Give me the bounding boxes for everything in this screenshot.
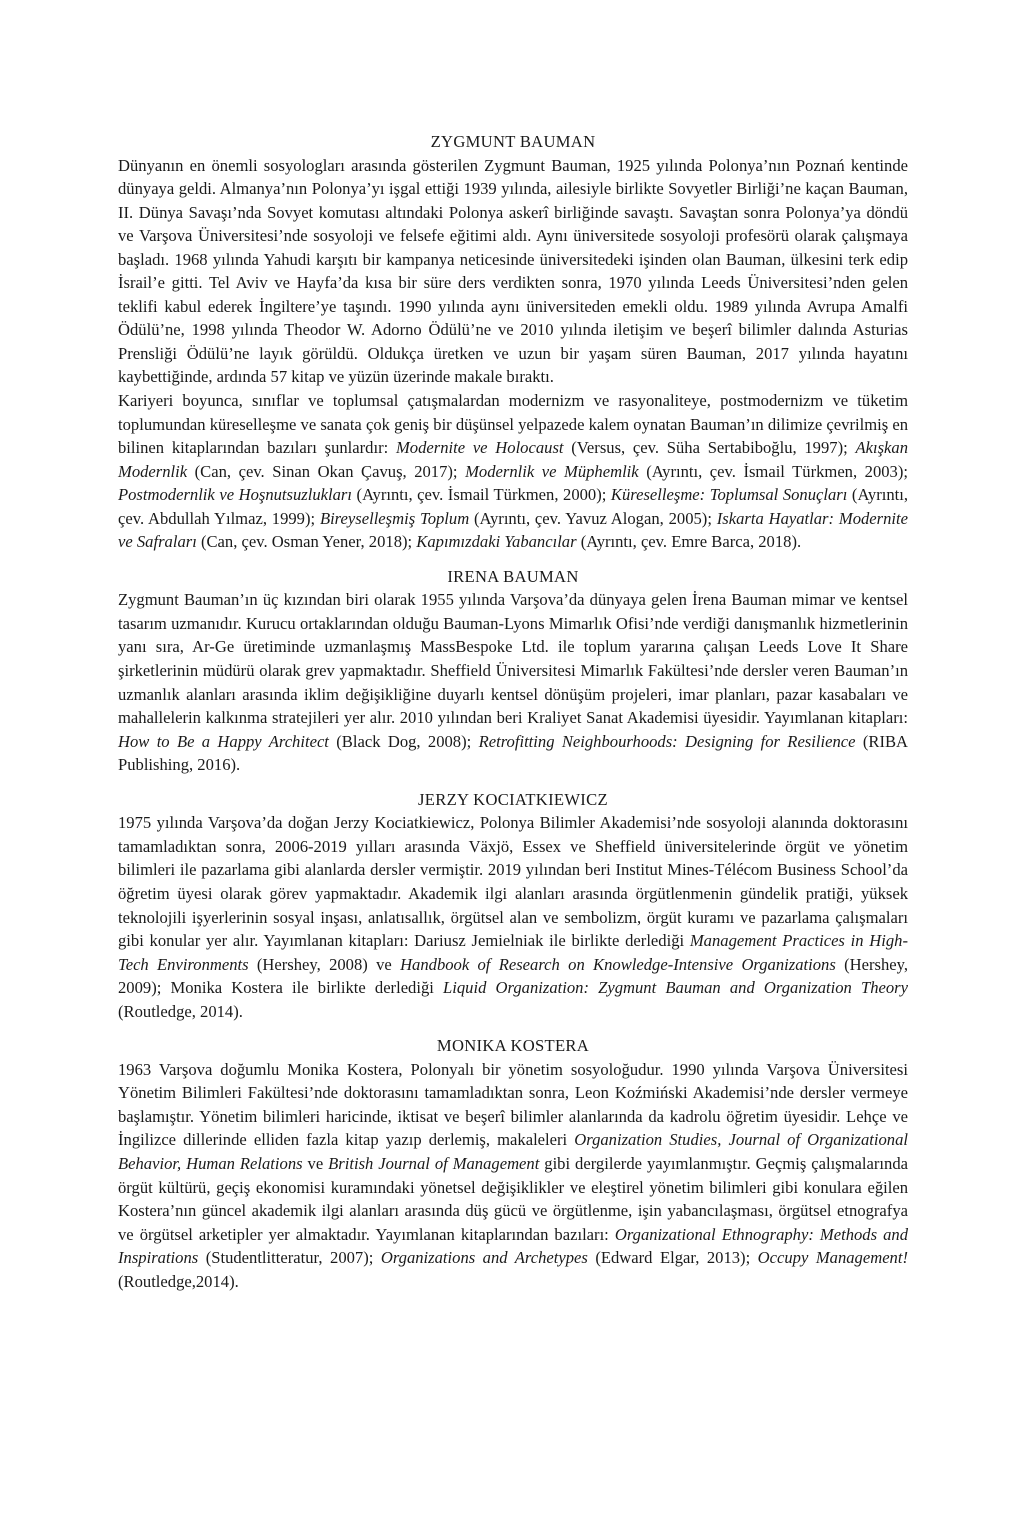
book-title: Occupy Management! [757,1248,908,1268]
book-title: Retrofitting Neighbourhoods: Designing for Resilience [478,731,856,751]
author-name-heading: ZYGMUNT BAUMAN [430,132,596,151]
bio-paragraph [118,811,908,1023]
book-title: Management Practices in High-Tech Environments [118,931,908,974]
bio-paragraph [118,1058,908,1293]
text-run: Zygmunt Bauman’ın üç kızından biri olarak 1955 yılında Varşova’da dünyaya gelen İrena Bauman mimar ve kentsel tasarım uzmanıdır. Kurucu ortaklarından olduğu Bauman-Lyons Mimarlık Ofisi’nde verdiği danışmanlık hizmetlerinin yanı sıra, Ar-Ge üretiminde uzmanlaşmış MassBespoke Ltd. ile toplum yararına çalışan Leeds Love It Share şirketlerinin müdürü olarak grev yapmaktadır. Sheffield Üniversitesi Mimarlık Fakültesi’nde dersler veren Bauman’ın uzmanlık alanları arasında iklim değişikliğine duyarlı kentsel dönüşüm projeleri, imar planları, pazar kasabaları ve mahallelerin kalkınma stratejileri yer alır. 2010 yılından beri Kraliyet Sanat Akademisi üyesidir. Yayımlanan kitapları: [118,590,908,728]
text-run: gibi dergilerde yayımlanmıştır. Geçmiş çalışmalarında örgüt kültürü, geçiş ekonomisi kuramındaki yönetsel değişiklikler ve eleştirel yönetim bilimleri gibi konulara eğilen Kostera’nın güncel akademik ilgi alanları arasında düş gücü ve örgütlenme, işin yabancılaşması, örgütsel etnografya ve örgütsel arketipler yer almaktadır. Yayımlanan kitaplarından bazıları: [118,1153,908,1244]
bio-section [118,565,908,777]
text-run: (Ayrıntı, çev. İsmail Türkmen, 2003); [638,461,908,481]
book-title: Iskarta Hayatlar: Modernite ve Safraları [118,508,908,552]
author-name-heading: IRENA BAUMAN [447,566,579,586]
author-name-heading: MONIKA KOSTERA [436,1036,590,1056]
book-title: Modernite ve Holocaust [395,438,564,458]
bio-paragraph [118,588,908,776]
text-run: (Black Dog, 2008); [328,731,479,751]
bio-section [118,788,908,1023]
text-run: (Routledge,2014). [118,1271,239,1291]
text-run: (Can, çev. Osman Yener, 2018); [196,532,417,552]
bio-section [118,1034,908,1293]
text-run: Dünyanın en önemli sosyologları arasında gösterilen Zygmunt Bauman, 1925 yılında Polonya’nın Poznań kentinde dünyaya geldi. Almanya’nın Polonya’yı işgal ettiği 1939 yılında, ailesiyle birlikte Sovyetler Birliği’ne kaçan Bauman, II. Dünya Savaşı’nda Sovyet komutası altındaki Polonya askerî birliğinde savaştı. Savaştan sonra Polonya’ya döndü ve Varşova Üniversitesi’nde sosyoloji ve felsefe eğitimi aldı. Aynı üniversitede sosyoloji profesörü olarak çalışmaya başladı. 1968 yılında Yahudi karşıtı bir kampanya neticesinde üniversitedeki işinden olan Bauman, ülkesini terk edip İsrail’e gitti. Tel Aviv ve Hayfa’da kısa bir süre ders verdikten sonra, 1970 yılında Leeds Üniversitesi’nden gelen teklifi kabul ederek İngiltere’ye taşındı. 1990 yılında aynı üniversiteden emekli oldu. 1989 yılında Avrupa Amalfi Ödülü’ne, 1998 yılında Theodor W. Adorno Ödülü’ne ve 2010 yılında iletişim ve beşerî bilimler dalında Asturias Prensliği Ödülü’ne layık görüldü. Oldukça üretken ve uzun bir yaşam süren Bauman, 2017 yılında hayatını kaybettiğinde, ardında 57 kitap ve yüzün üzerinde makale bıraktı. [118,155,908,387]
bio-section [118,130,908,554]
bio-paragraph [118,154,908,389]
text-run: ve [302,1153,329,1173]
book-title: Handbook of Research on Knowledge-Intensive Organizations [400,954,836,974]
text-run: (Edward Elgar, 2013); [587,1248,758,1268]
book-title: British Journal of Management [328,1153,540,1173]
text-run: (RIBA Publishing, 2016). [118,731,909,775]
text-run: (Hershey, 2008) ve [248,954,401,974]
text-run: (Versus, çev. Süha Sertabiboğlu, 1997); [563,438,856,458]
book-title: Akışkan Modernlik [118,438,908,481]
bio-paragraph [118,389,908,554]
book-title: Organization Studies, Journal of Organizational Behavior, Human Relations [118,1130,908,1173]
text-run: (Studentlitteratur, 2007); [198,1248,381,1268]
book-title: Organizational Ethnography: Methods and Inspirations [118,1224,908,1268]
book-title: Küreselleşme: Toplumsal Sonuçları [610,485,848,505]
text-run: (Ayrıntı, çev. Emre Barca, 2018). [576,532,802,552]
text-run: (Ayrıntı, çev. Abdullah Yılmaz, 1999); [118,485,908,528]
text-run: (Routledge, 2014). [118,1001,243,1021]
author-bios [118,130,908,1293]
text-run: (Can, çev. Sinan Okan Çavuş, 2017); [187,461,466,481]
text-run: Kariyeri boyunca, sınıflar ve toplumsal çatışmalardan modernizm ve rasyonaliteye, postmodernizm ve tüketim toplumundan küreselleşme ve sanata çok geniş bir düşünsel yelpazede kalem oynatan Bauman’ın dilimize çevrilmiş en bilinen kitaplarından bazıları şunlardır: [118,391,908,458]
book-title: Bireyselleşmiş Toplum [319,508,470,528]
text-run: (Ayrıntı, çev. İsmail Türkmen, 2000); [352,485,611,505]
text-run: 1963 Varşova doğumlu Monika Kostera, Polonyalı bir yönetim sosyoloğudur. 1990 yılında Varşova Üniversitesi Yönetim Bilimleri Fakültesi’nde doktorasını tamamladıktan sonra, Leon Koźmiński Akademisi’nde dersler vermeye başlamıştır. Yönetim bilimleri haricinde, iktisat ve beşerî bilimler alanlarında da kadrolu öğretim üyesidir. Lehçe ve İngilizce dillerinde elliden fazla kitap yazıp derlemiş, makaleleri [118,1059,908,1150]
book-title: Postmodernlik ve Hoşnutsuzlukları [118,485,352,505]
book-title: Modernlik ve Müphemlik [465,461,639,481]
book-title: Organizations and Archetypes [380,1248,588,1268]
book-title: Liquid Organization: Zygmunt Bauman and Organization Theory [443,978,908,998]
text-run: (Ayrıntı, çev. Yavuz Alogan, 2005); [469,508,717,528]
text-run: 1975 yılında Varşova’da doğan Jerzy Kociatkiewicz, Polonya Bilimler Akademisi’nde sosyoloji alanında doktorasını tamamladıktan sonra, 2006-2019 yılları arasında Växjö, Essex ve Sheffield üniversitelerinde örgüt ve yönetim bilimleri ile pazarlama gibi alanlarda dersler vermiştir. 2019 yılından beri Institut Mines-Télécom Business School’da öğretim üyesi olarak görev yapmaktadır. Akademik ilgi alanları arasında örgütlenmenin gündelik pratiği, yüksek teknolojili işyerlerinin sosyal inşası, anlatısallık, örgütsel alan ve sembolizm, örgüt kuramı ve pazarlama çalışmaları gibi konular yer alır. Yayımlanan kitapları: Dariusz Jemielniak ile birlikte derlediği [118,813,908,951]
book-title: How to Be a Happy Architect [118,731,329,751]
book-title: Kapımızdaki Yabancılar [416,532,577,552]
author-name-heading: JERZY KOCIATKIEWICZ [418,789,608,809]
text-run: (Hershey, 2009); Monika Kostera ile birlikte derlediği [118,954,908,998]
